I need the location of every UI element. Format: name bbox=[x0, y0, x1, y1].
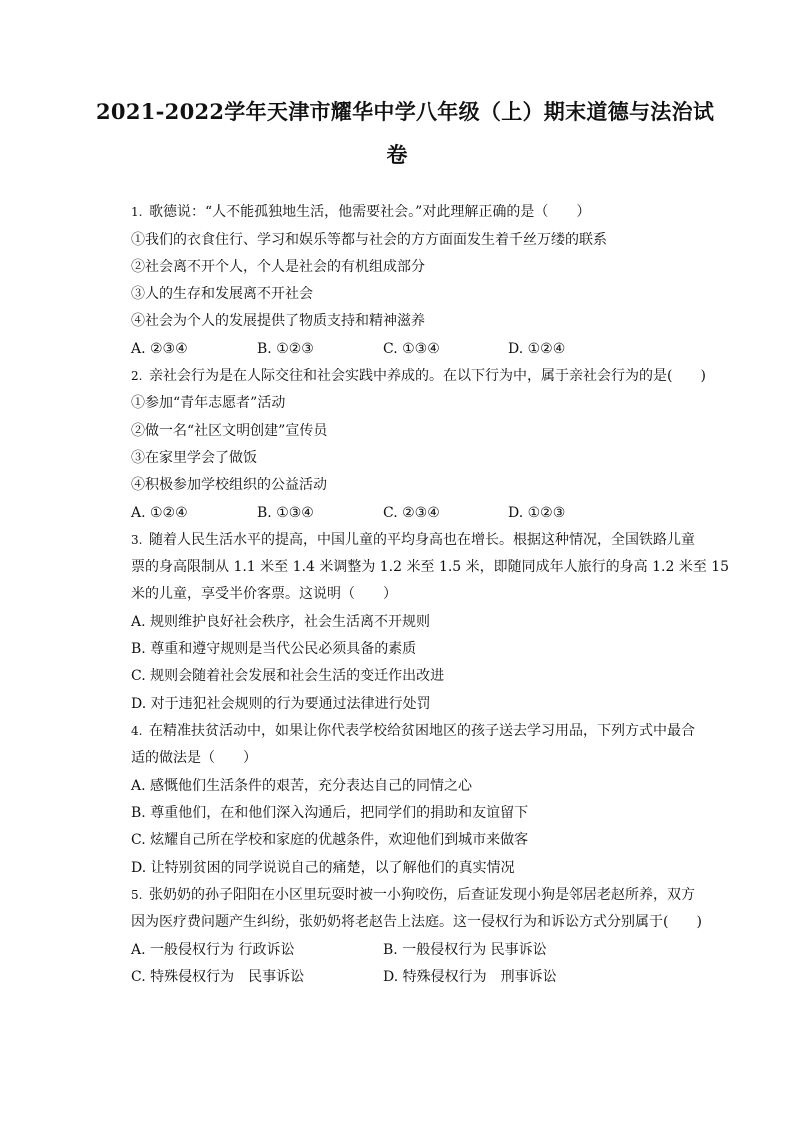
question-5-stem-line-2: 因为医疗费问题产生纠纷，张奶奶将老赵告上法庭。这一侵权行为和诉讼方式分别属于( ) bbox=[131, 914, 702, 930]
question-2-stem: 2. 亲社会行为是在人际交往和社会实践中养成的。在以下行为中，属于亲社会行为的是( ) bbox=[131, 368, 706, 384]
question-5-option-d: D. 特殊侵权行为 刑事诉讼 bbox=[383, 969, 557, 985]
question-5-option-b: B. 一般侵权行为 民事诉讼 bbox=[383, 942, 547, 958]
question-2-option-d: D. ①②③ bbox=[508, 505, 566, 521]
exam-title-line-1: 2021-2022学年天津市耀华中学八年级（上）期末道德与法治试 bbox=[96, 99, 715, 124]
question-5-number: 5. bbox=[131, 888, 143, 902]
question-3-option-d: D. 对于违犯社会规则的行为要通过法律进行处罚 bbox=[131, 696, 431, 712]
question-2-statement-1: ①参加“青年志愿者”活动 bbox=[131, 395, 286, 411]
question-2-statement-4: ④积极参加学校组织的公益活动 bbox=[131, 477, 327, 493]
question-1-option-b: B. ①②③ bbox=[257, 341, 314, 357]
question-2-statement-2: ②做一名“社区文明创建”宣传员 bbox=[131, 423, 328, 439]
question-4-option-d: D. 让特别贫困的同学说说自己的痛楚，以了解他们的真实情况 bbox=[131, 860, 515, 876]
question-1-statement-2: ②社会离不开个人，个人是社会的有机组成部分 bbox=[131, 259, 425, 275]
question-2-statement-3: ③在家里学会了做饭 bbox=[131, 450, 257, 466]
question-4-stem-line-2: 适的做法是（ ） bbox=[131, 750, 257, 766]
question-4-stem-line-1: 4. 在精准扶贫活动中，如果让你代表学校给贫困地区的孩子送去学习用品，下列方式中最合 bbox=[131, 723, 695, 739]
question-1-option-c: C. ①③④ bbox=[383, 341, 440, 357]
question-4-option-c: C. 炫耀自己所在学校和家庭的优越条件，欢迎他们到城市来做客 bbox=[131, 832, 529, 848]
question-1-number: 1. bbox=[131, 205, 143, 219]
question-2-option-a: A. ①②④ bbox=[131, 505, 188, 521]
question-3-stem-line-3: 米的儿童，享受半价客票。这说明（ ） bbox=[131, 586, 397, 602]
question-3-option-a: A. 规则维护良好社会秩序，社会生活离不开规则 bbox=[131, 614, 431, 630]
question-1-stem: 1. 歌德说：“人不能孤独地生活，他需要社会。”对此理解正确的是（ ） bbox=[131, 204, 591, 220]
question-5-option-c: C. 特殊侵权行为 民事诉讼 bbox=[131, 969, 305, 985]
question-2-option-c: C. ②③④ bbox=[383, 505, 440, 521]
question-5-option-a: A. 一般侵权行为 行政诉讼 bbox=[131, 942, 295, 958]
question-1-statement-1: ①我们的衣食住行、学习和娱乐等都与社会的方方面面发生着千丝万缕的联系 bbox=[131, 232, 607, 248]
question-3-option-b: B. 尊重和遵守规则是当代公民必须具备的素质 bbox=[131, 641, 417, 657]
question-4-option-b: B. 尊重他们，在和他们深入沟通后，把同学们的捐助和友谊留下 bbox=[131, 805, 529, 821]
question-1-option-d: D. ①②④ bbox=[508, 341, 566, 357]
question-3-option-c: C. 规则会随着社会发展和社会生活的变迁作出改进 bbox=[131, 668, 445, 684]
question-2-number: 2. bbox=[131, 369, 143, 383]
question-3-number: 3. bbox=[131, 533, 143, 547]
exam-title-line-2: 卷 bbox=[386, 142, 408, 167]
question-4-option-a: A. 感慨他们生活条件的艰苦，充分表达自己的同情之心 bbox=[131, 778, 473, 794]
question-1-statement-3: ③人的生存和发展离不开社会 bbox=[131, 286, 313, 302]
question-1-statement-4: ④社会为个人的发展提供了物质支持和精神滋养 bbox=[131, 313, 425, 329]
question-1-option-a: A. ②③④ bbox=[131, 341, 188, 357]
question-4-number: 4. bbox=[131, 724, 143, 738]
question-5-stem-line-1: 5. 张奶奶的孙子阳阳在小区里玩耍时被一小狗咬伤，后查证发现小狗是邻居老赵所养，双方 bbox=[131, 887, 695, 903]
question-3-stem-line-1: 3. 随着人民生活水平的提高，中国儿童的平均身高也在增长。根据这种情况，全国铁路儿童 bbox=[131, 532, 695, 548]
question-2-option-b: B. ①③④ bbox=[257, 505, 314, 521]
question-3-stem-line-2: 票的身高限制从 1.1 米至 1.4 米调整为 1.2 米至 1.5 米，即随同成年人旅行的身高 1.2 米至 15 bbox=[131, 559, 730, 575]
